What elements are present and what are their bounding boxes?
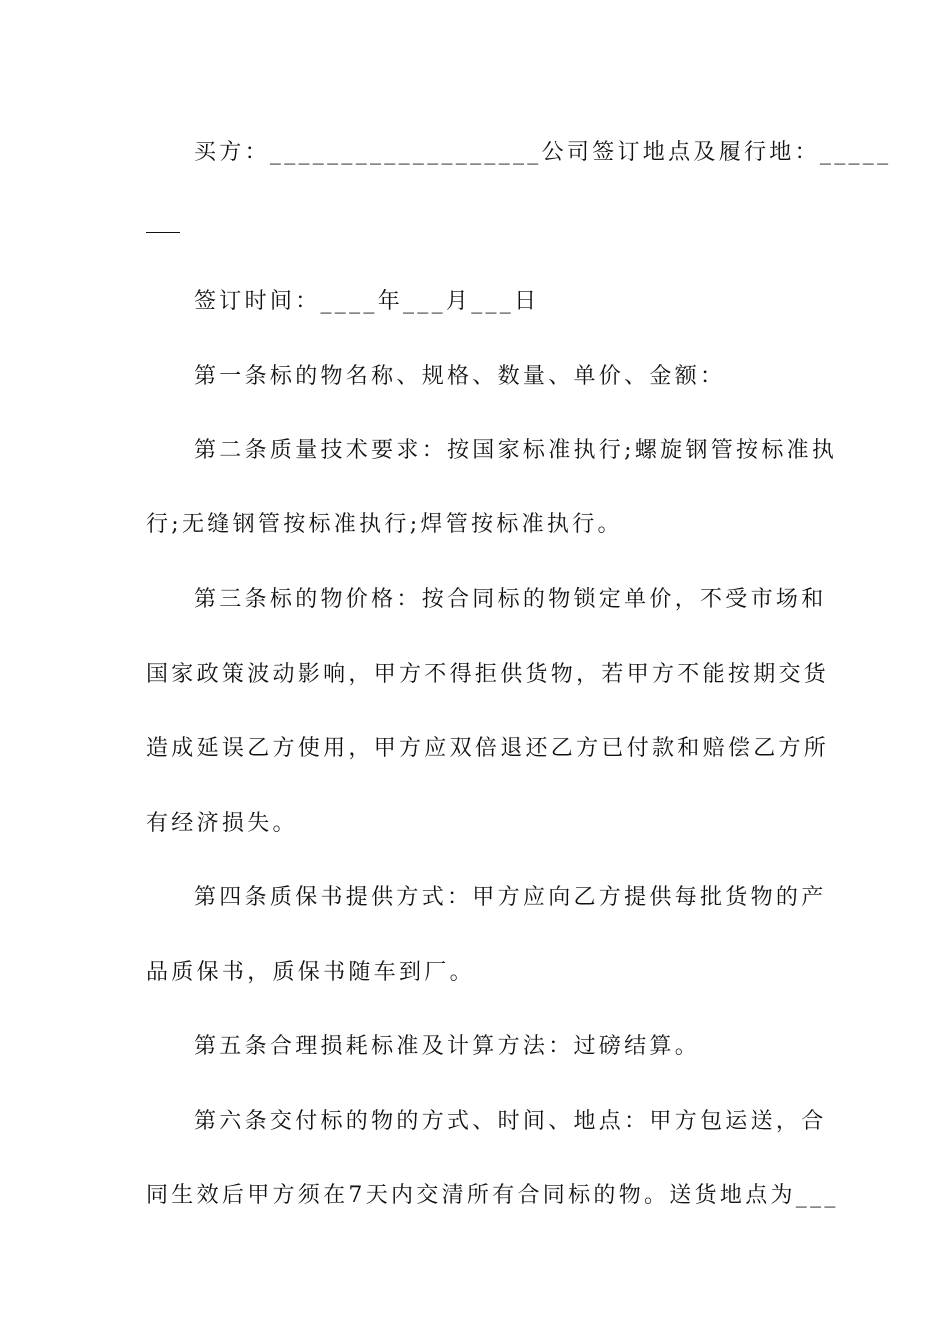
clause-4-line-1: 第四条质保书提供方式：甲方应向乙方提供每批货物的产	[194, 885, 827, 910]
clause-3-line-1: 第三条标的物价格：按合同标的物锁定单价，不受市场和	[194, 587, 827, 612]
clause-1-line: 第一条标的物名称、规格、数量、单价、金额：	[194, 364, 726, 389]
clause-2-line-1: 第二条质量技术要求：按国家标准执行;螺旋钢管按标准执	[194, 438, 838, 463]
buyer-line: 买方：___________________公司签订地点及履行地：_____	[194, 140, 892, 165]
clause-4-line-2: 品质保书，质保书随车到厂。	[146, 960, 475, 985]
clause-3-line-4: 有经济损失。	[146, 811, 298, 836]
clause-5-line: 第五条合理损耗标准及计算方法：过磅结算。	[194, 1034, 701, 1059]
blank-underline	[146, 232, 180, 233]
clause-6-line-1: 第六条交付标的物的方式、时间、地点：甲方包运送，合	[194, 1109, 827, 1134]
signing-date-line: 签订时间：____年___月___日	[194, 289, 540, 314]
clause-6-line-2: 同生效后甲方须在7天内交清所有合同标的物。送货地点为___	[146, 1183, 839, 1208]
clause-3-line-3: 造成延误乙方使用，甲方应双倍退还乙方已付款和赔偿乙方所	[146, 736, 830, 761]
clause-3-line-2: 国家政策波动影响，甲方不得拒供货物，若甲方不能按期交货	[146, 662, 830, 687]
clause-2-line-2: 行;无缝钢管按标准执行;焊管按标准执行。	[146, 512, 623, 537]
